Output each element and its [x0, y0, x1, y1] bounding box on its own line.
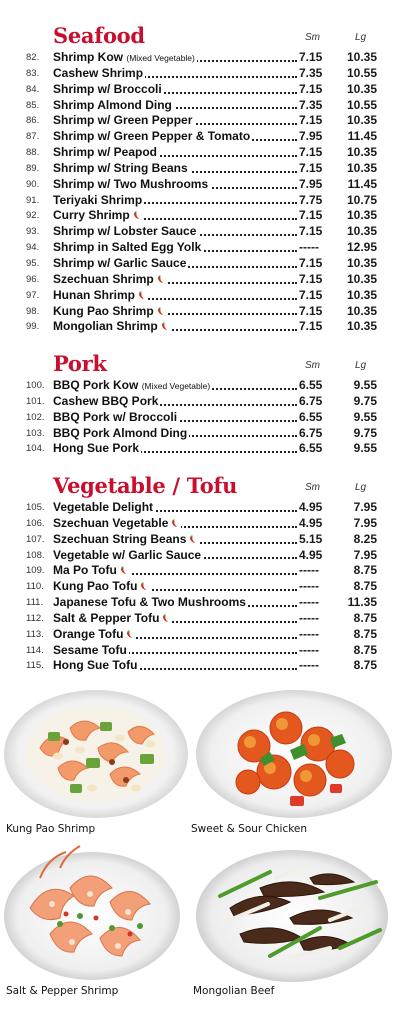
item-name: Shrimp w/ Broccoli [53, 81, 162, 96]
price-small: 7.35 [299, 97, 323, 112]
item-number: 86. [26, 115, 40, 127]
item-name: Shrimp w/ Peapod [53, 145, 158, 160]
item-name: Hong Sue Pork [53, 441, 140, 456]
price-large: 10.35 [346, 303, 377, 318]
photo-caption: Sweet & Sour Chicken [191, 823, 308, 835]
price-small: 7.15 [299, 224, 323, 239]
column-header-large: Lg [355, 482, 367, 493]
item-number: 103. [26, 427, 45, 439]
item-name-leader [53, 98, 299, 114]
price-small: 4.95 [299, 500, 323, 514]
item-name-leader [53, 129, 299, 145]
price-large: 9.55 [353, 441, 377, 456]
item-number: 91. [26, 194, 40, 206]
item-name-leader [53, 288, 299, 304]
item-label [53, 98, 174, 114]
menu-item-row [0, 113, 400, 129]
item-name-leader [53, 627, 299, 643]
item-label [53, 500, 155, 516]
price-small: 5.15 [299, 531, 323, 546]
menu-item-row [0, 378, 400, 394]
item-name-leader [53, 304, 299, 320]
item-name-leader [53, 394, 299, 410]
price-large: 10.35 [346, 145, 377, 160]
price-large: 10.35 [346, 113, 377, 128]
column-header-small: Sm [305, 482, 320, 493]
item-name: Shrimp w/ Lobster Sauce [53, 224, 197, 239]
item-label [53, 177, 210, 193]
item-label [53, 66, 145, 82]
item-label [53, 288, 148, 304]
price-large: 10.35 [346, 160, 377, 175]
menu-item-row [0, 563, 400, 579]
price-small: 7.15 [299, 160, 323, 175]
item-name: Szechuan Shrimp [53, 271, 154, 286]
price-large: 10.55 [346, 65, 377, 80]
item-number: 106. [26, 517, 45, 529]
section-title: Vegetable / Tofu [53, 473, 238, 498]
item-label [53, 240, 203, 256]
item-label [53, 643, 129, 659]
item-number: 85. [26, 99, 40, 111]
menu-item-row [0, 240, 400, 256]
item-name-leader [53, 426, 299, 442]
column-header-small: Sm [305, 360, 320, 371]
item-name: Vegetable Delight [53, 500, 154, 514]
price-large: 9.55 [353, 378, 377, 392]
item-name-leader [53, 532, 299, 548]
menu-item-row [0, 193, 400, 209]
price-large: 11.45 [347, 129, 377, 144]
price-large: 10.35 [346, 319, 377, 334]
menu-item-row [0, 627, 400, 643]
photo-caption: Salt & Pepper Shrimp [6, 985, 119, 997]
price-small: 7.15 [299, 81, 323, 96]
dish-photo-salt-pepper-shrimp [0, 838, 192, 984]
price-large: 7.95 [353, 515, 377, 530]
item-name-leader [53, 378, 299, 394]
item-name: BBQ Pork w/ Broccoli [53, 409, 178, 424]
item-name: BBQ Pork Kow [53, 378, 139, 392]
item-name: Shrimp w/ Green Pepper & Tomato [53, 129, 251, 144]
item-number: 83. [26, 67, 40, 79]
item-label [53, 224, 198, 240]
menu-item-row [0, 288, 400, 304]
item-number: 108. [26, 549, 45, 561]
section-title: Pork [53, 351, 107, 376]
item-name-leader [53, 611, 299, 627]
item-name-leader [53, 595, 299, 611]
item-number: 92. [26, 210, 40, 222]
item-name: Shrimp w/ Garlic Sauce [53, 255, 187, 270]
item-name-leader [53, 50, 299, 66]
menu-item-row [0, 426, 400, 442]
price-large: 10.35 [346, 271, 377, 286]
item-label [53, 193, 144, 209]
price-large: 9.75 [353, 425, 377, 440]
price-large: 10.35 [346, 50, 377, 64]
menu-item-row [0, 658, 400, 674]
price-small: 4.95 [299, 515, 323, 530]
item-name-leader [53, 272, 299, 288]
item-name: Kung Pao Shrimp [53, 303, 154, 318]
chili-pepper-icon [188, 533, 197, 542]
menu-item-row [0, 208, 400, 224]
item-label [53, 394, 160, 410]
item-number: 102. [26, 411, 45, 423]
item-name: Orange Tofu [53, 626, 124, 641]
menu-item-row [0, 50, 400, 66]
item-note: (Mixed Vegetable) [141, 381, 211, 391]
item-label [53, 256, 188, 272]
price-large: 8.25 [353, 531, 377, 546]
item-label [53, 145, 159, 161]
item-name: Shrimp in Salted Egg Yolk [53, 240, 202, 255]
item-name-leader [53, 658, 299, 674]
item-label [53, 304, 167, 320]
column-header-large: Lg [355, 32, 367, 43]
menu-item-row [0, 319, 400, 335]
menu-item-row [0, 532, 400, 548]
price-large: 10.35 [346, 224, 377, 239]
item-label [53, 319, 171, 335]
item-label [53, 161, 190, 177]
item-name-leader [53, 208, 299, 224]
menu-item-row [0, 410, 400, 426]
item-name: Shrimp w/ Green Pepper [53, 113, 193, 128]
price-large: 11.35 [347, 595, 377, 610]
price-small: 7.15 [299, 271, 323, 286]
price-small: 7.15 [299, 287, 323, 302]
price-large: 8.75 [353, 563, 377, 578]
item-number: 100. [26, 380, 45, 391]
menu-item-row [0, 161, 400, 177]
item-name-leader [53, 66, 299, 82]
item-number: 82. [26, 52, 40, 63]
chili-pepper-icon [137, 289, 146, 298]
price-small: ----- [299, 642, 319, 657]
price-small: 7.95 [299, 129, 323, 144]
menu-item-row [0, 500, 400, 516]
item-number: 93. [26, 226, 40, 238]
price-large: 11.45 [347, 176, 377, 191]
menu-item-row [0, 548, 400, 564]
menu-items [0, 378, 400, 457]
item-label [53, 595, 248, 611]
photo-caption: Mongolian Beef [193, 985, 275, 997]
item-name: Hong Sue Tofu [53, 658, 138, 673]
item-name: Shrimp Almond Ding [53, 97, 172, 112]
menu-item-row [0, 66, 400, 82]
chili-pepper-icon [160, 320, 169, 329]
item-number: 87. [26, 131, 40, 143]
item-number: 115. [26, 660, 44, 672]
price-small: 6.55 [299, 409, 323, 424]
price-small: 7.15 [299, 208, 323, 223]
price-small: 7.15 [299, 303, 323, 318]
price-small: 6.75 [299, 393, 323, 408]
chili-pepper-icon [161, 612, 170, 621]
item-name-leader [53, 161, 299, 177]
item-label [53, 426, 189, 442]
item-label [53, 378, 212, 395]
price-small: 7.95 [299, 176, 323, 191]
item-name: Shrimp Kow [53, 50, 124, 64]
item-number: 98. [26, 305, 40, 317]
item-name-leader [53, 563, 299, 579]
price-large: 10.75 [346, 192, 377, 207]
menu-item-row [0, 304, 400, 320]
item-name-leader [53, 256, 299, 272]
menu-item-row [0, 595, 400, 611]
item-number: 94. [26, 242, 40, 254]
menu-item-row [0, 82, 400, 98]
item-name-leader [53, 500, 299, 516]
item-name: Japanese Tofu & Two Mushrooms [53, 595, 246, 610]
price-large: 12.95 [346, 240, 377, 255]
item-note: (Mixed Vegetable) [126, 53, 195, 63]
price-small: ----- [299, 658, 319, 673]
menu-item-row [0, 256, 400, 272]
menu-item-row [0, 643, 400, 659]
item-label [53, 563, 130, 579]
menu-item-row [0, 224, 400, 240]
item-name: Vegetable w/ Garlic Sauce [53, 547, 202, 562]
item-name-leader [53, 240, 299, 256]
price-small: 7.35 [299, 65, 323, 80]
photo-caption: Kung Pao Shrimp [6, 823, 96, 835]
item-label [53, 627, 136, 643]
price-small: 7.15 [299, 145, 323, 160]
menu-item-row [0, 98, 400, 114]
item-name-leader [53, 224, 299, 240]
price-small: ----- [299, 595, 319, 610]
item-name: Hunan Shrimp [53, 287, 136, 302]
item-name: BBQ Pork Almond Ding [53, 425, 188, 440]
menu-item-row [0, 611, 400, 627]
price-small: ----- [299, 610, 319, 625]
item-label [53, 579, 150, 595]
menu-item-row [0, 579, 400, 595]
item-name-leader [53, 548, 299, 564]
price-small: 6.75 [299, 425, 323, 440]
item-number: 89. [26, 162, 40, 174]
menu-items [0, 500, 400, 674]
price-small: ----- [299, 579, 319, 594]
item-label [53, 658, 139, 674]
menu-item-row [0, 272, 400, 288]
item-label [53, 548, 203, 564]
item-number: 112. [26, 612, 44, 624]
item-name-leader [53, 441, 299, 457]
price-small: 7.15 [299, 319, 323, 334]
chili-pepper-icon [132, 209, 141, 218]
price-large: 10.35 [346, 287, 377, 302]
item-name-leader [53, 516, 299, 532]
chili-pepper-icon [156, 305, 165, 314]
price-small: 7.15 [299, 50, 323, 64]
item-name-leader [53, 193, 299, 209]
menu-item-row [0, 145, 400, 161]
item-label [53, 516, 181, 532]
menu-items [0, 50, 400, 335]
price-large: 8.75 [353, 642, 377, 657]
item-name: Sesame Tofu [53, 642, 127, 657]
item-name: Shrimp w/ Two Mushrooms [53, 176, 209, 191]
item-label [53, 82, 164, 98]
item-name: Szechuan String Beans [53, 531, 187, 546]
item-name-leader [53, 319, 299, 335]
item-name: Ma Po Tofu [53, 563, 117, 578]
item-number: 109. [26, 565, 45, 577]
price-small: 7.15 [299, 113, 323, 128]
item-name-leader [53, 177, 299, 193]
item-name: Kung Pao Tofu [53, 579, 138, 594]
item-number: 84. [26, 83, 40, 95]
chili-pepper-icon [156, 273, 165, 282]
price-small: 4.95 [299, 547, 323, 562]
item-name-leader [53, 145, 299, 161]
item-label [53, 272, 167, 288]
menu-item-row [0, 394, 400, 410]
price-large: 8.75 [353, 579, 377, 594]
item-name: Cashew BBQ Pork [53, 393, 159, 408]
item-number: 90. [26, 178, 40, 190]
chili-pepper-icon [119, 564, 128, 573]
item-number: 97. [26, 289, 40, 301]
item-name: Szechuan Vegetable [53, 515, 169, 530]
item-name: Curry Shrimp [53, 208, 130, 223]
price-large: 9.55 [353, 409, 377, 424]
menu-item-row [0, 516, 400, 532]
price-large: 8.75 [353, 658, 377, 673]
item-label [53, 208, 143, 224]
price-large: 10.35 [346, 208, 377, 223]
item-number: 101. [26, 395, 45, 407]
item-number: 111. [26, 597, 44, 609]
column-header-small: Sm [305, 32, 320, 43]
item-name: Salt & Pepper Tofu [53, 610, 160, 625]
item-number: 95. [26, 257, 40, 269]
item-number: 96. [26, 273, 40, 285]
item-label [53, 129, 252, 145]
item-number: 107. [26, 533, 45, 545]
item-number: 104. [26, 443, 45, 455]
price-small: ----- [299, 626, 319, 641]
price-small: ----- [299, 563, 319, 578]
chili-pepper-icon [125, 628, 134, 637]
price-large: 10.35 [346, 255, 377, 270]
item-label [53, 611, 172, 627]
dish-photo-mongolian-beef [190, 838, 400, 984]
price-large: 7.95 [353, 547, 377, 562]
price-large: 8.75 [353, 626, 377, 641]
item-number: 114. [26, 644, 44, 656]
item-name-leader [53, 579, 299, 595]
chili-pepper-icon [170, 517, 179, 526]
item-number: 88. [26, 147, 40, 159]
item-name-leader [53, 113, 299, 129]
price-small: 6.55 [299, 378, 323, 392]
item-name-leader [53, 643, 299, 659]
price-small: 7.75 [299, 192, 323, 207]
item-label [53, 410, 179, 426]
chili-pepper-icon [139, 580, 148, 589]
menu-item-row [0, 441, 400, 457]
column-header-large: Lg [355, 360, 367, 371]
price-large: 8.75 [353, 610, 377, 625]
item-label [53, 532, 199, 548]
price-small: 7.15 [299, 255, 323, 270]
price-small: 6.55 [299, 441, 323, 456]
item-number: 105. [26, 502, 45, 513]
menu-item-row [0, 177, 400, 193]
price-large: 10.55 [346, 97, 377, 112]
item-name: Mongolian Shrimp [53, 319, 158, 334]
item-name: Teriyaki Shrimp [53, 192, 143, 207]
item-number: 113. [26, 628, 44, 640]
item-name: Shrimp w/ String Beans [53, 160, 188, 175]
item-label [53, 441, 141, 457]
price-large: 10.35 [346, 81, 377, 96]
item-name-leader [53, 82, 299, 98]
price-large: 7.95 [353, 500, 377, 514]
dish-photo-kung-pao-shrimp [0, 688, 192, 822]
item-name-leader [53, 410, 299, 426]
menu-item-row [0, 129, 400, 145]
price-small: ----- [299, 240, 319, 255]
item-name: Cashew Shrimp [53, 65, 144, 80]
item-number: 99. [26, 321, 40, 333]
item-label [53, 113, 194, 129]
price-large: 9.75 [353, 393, 377, 408]
item-label [53, 50, 197, 67]
dish-photo-sweet-sour-chicken [190, 688, 400, 822]
section-title: Seafood [53, 23, 145, 48]
item-number: 110. [26, 581, 44, 593]
